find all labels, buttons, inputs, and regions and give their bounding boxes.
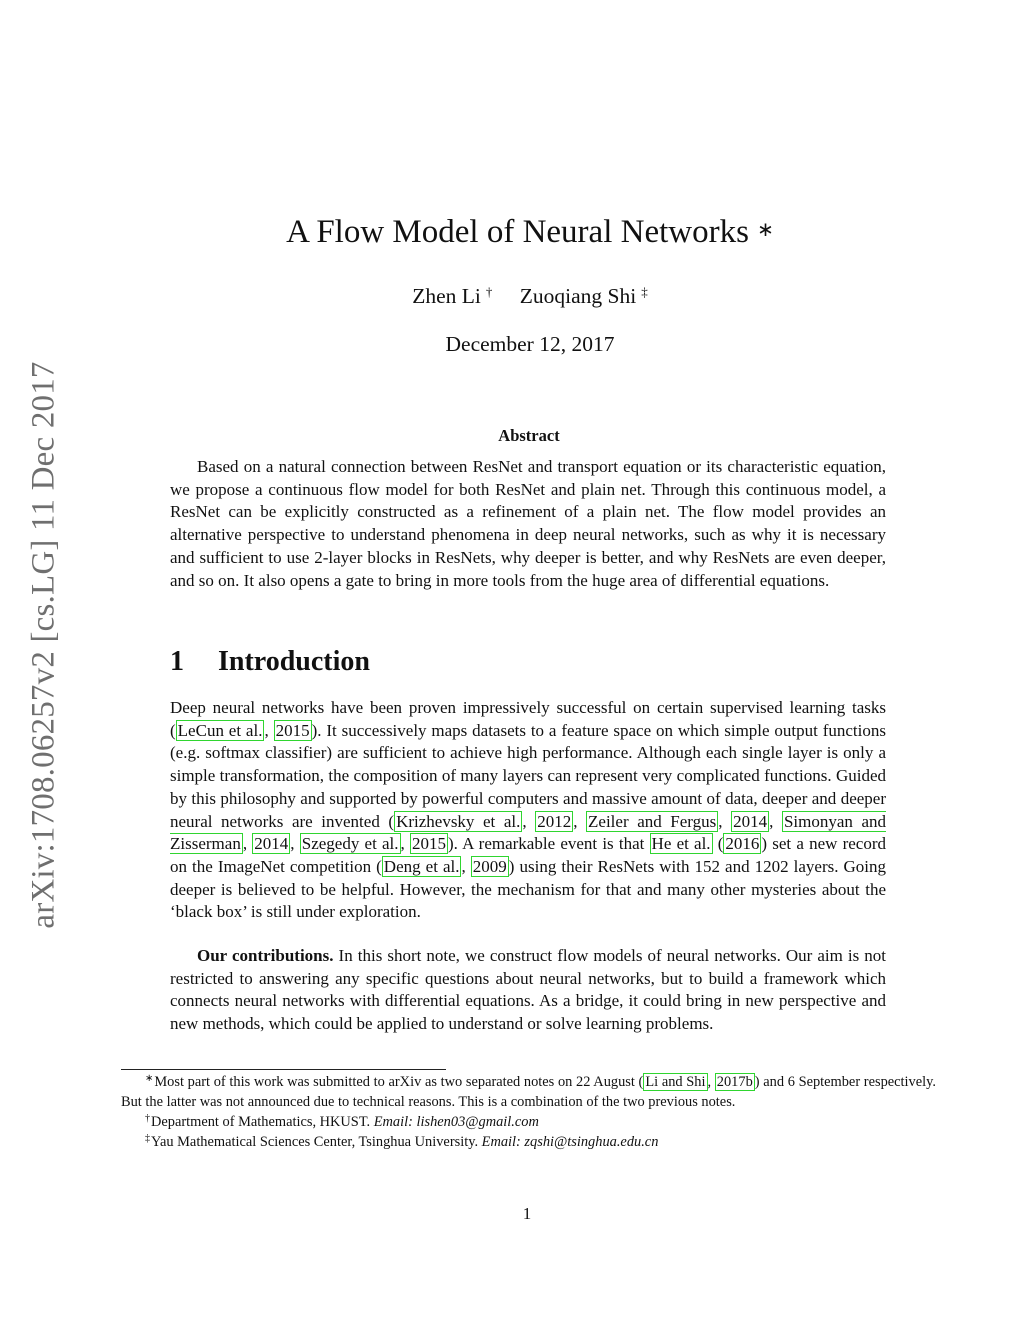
author-name: Zuoqiang Shi bbox=[519, 284, 637, 308]
footnote-2 bbox=[121, 1113, 936, 1133]
paragraph-runin-heading: Our contributions. bbox=[197, 946, 334, 965]
text-run: , bbox=[290, 834, 300, 854]
text-run: , bbox=[461, 856, 471, 876]
text-run: Department of Mathematics, HKUST. bbox=[151, 1113, 374, 1130]
citation-link[interactable]: LeCun et al. bbox=[177, 720, 263, 740]
abstract-heading: Abstract bbox=[498, 426, 560, 445]
citation-year-link[interactable]: 2014 bbox=[254, 834, 289, 854]
author-footnote-mark[interactable]: ‡ bbox=[641, 284, 648, 299]
text-run: ) set a new record on the ImageNet competition ( bbox=[170, 834, 887, 876]
citation-year-link[interactable]: 2015 bbox=[275, 720, 310, 740]
paper-date: December 12, 2017 bbox=[445, 332, 615, 356]
text-run: ) using their ResNets with 152 and 1202 layers. Going deeper is believed to be helpful. However, the mechanism for that and many other mysteries about the ‘black box’ is still under exploration. bbox=[170, 856, 887, 922]
citation-year-link[interactable]: 2012 bbox=[537, 811, 572, 831]
citation-year-link[interactable]: 2016 bbox=[725, 834, 760, 854]
citation-link[interactable]: Li and Shi bbox=[645, 1074, 706, 1090]
author-list bbox=[0, 284, 1024, 309]
footnote-mark: ∗ bbox=[145, 1073, 154, 1084]
text-run: ). It successively maps datasets to a feature space on which simple output functions (e.g. softmax classifier) are sufficient to achieve high performance. Although each single layer is only a simple transformation, the composition of many layers can represent very complicated functions. Guided by this philosophy and supported by powerful computers and massive amount of data, deeper and deeper neural networks are invented ( bbox=[170, 720, 886, 831]
author-zuoqiang-shi bbox=[520, 284, 648, 309]
section-number: 1 bbox=[170, 646, 184, 677]
section-title: Introduction bbox=[218, 646, 370, 677]
text-run: , bbox=[718, 811, 732, 831]
footnotes bbox=[121, 1073, 936, 1154]
citation-link[interactable]: Zeiler and Fergus bbox=[588, 811, 717, 831]
email-link[interactable]: Email: zqshi@tsinghua.edu.cn bbox=[481, 1134, 659, 1151]
email-link[interactable]: Email: lishen03@gmail.com bbox=[373, 1113, 539, 1130]
footnote-mark: † bbox=[145, 1112, 150, 1124]
citation-link[interactable]: Simonyan and Zisserman bbox=[170, 811, 887, 854]
footnote-1 bbox=[121, 1073, 936, 1113]
abstract-body: Based on a natural connection between ResNet and transport equation or its characteristic equation, we propose a continuous flow model for both ResNet and plain net. Through this continuous model, a ResNet can be explicitly constructed as a refinement of a plain net. The flow model provides an alternative perspective to understand phenomena in deep neural networks, such as why it is necessary and sufficient to use 2-layer blocks in ResNets, why deeper is better, and why ResNets are even deeper, and so on. It also opens a gate to bring in more tools from the huge area of differential equations. bbox=[170, 457, 886, 590]
text-run: ) and 6 September respectively. But the latter was not announced due to technical reasons. This is a combination of the two previous notes. bbox=[121, 1074, 936, 1111]
footnote-mark: ‡ bbox=[145, 1133, 150, 1145]
citation-link[interactable]: Krizhevsky et al. bbox=[396, 811, 521, 831]
text-run: Most part of this work was submitted to arXiv as two separated notes on 22 August ( bbox=[154, 1074, 644, 1090]
author-name: Zhen Li bbox=[412, 284, 481, 308]
text-run: Deep neural networks have been proven impressively successful on certain supervised learning tasks ( bbox=[170, 698, 886, 740]
paper-title-text: A Flow Model of Neural Networks bbox=[286, 214, 749, 250]
arxiv-side-stamp: arXiv:1708.06257v2 [cs.LG] 11 Dec 2017 bbox=[25, 361, 62, 929]
section-heading-introduction bbox=[170, 646, 370, 678]
text-run: , bbox=[522, 811, 536, 831]
footnote-3 bbox=[121, 1133, 936, 1153]
text-run: Yau Mathematical Sciences Center, Tsinghua University. bbox=[151, 1134, 482, 1151]
text-run: , bbox=[400, 834, 410, 854]
intro-paragraph-1 bbox=[170, 697, 886, 924]
author-footnote-mark[interactable]: † bbox=[485, 284, 493, 299]
paper-title bbox=[0, 214, 1024, 251]
text-run: , bbox=[264, 720, 274, 740]
text-run: , bbox=[707, 1074, 715, 1090]
citation-year-link[interactable]: 2015 bbox=[411, 834, 446, 854]
text-run: , bbox=[769, 811, 782, 831]
citation-year-link[interactable]: 2009 bbox=[472, 856, 507, 876]
citation-link[interactable]: He et al. bbox=[651, 834, 711, 854]
text-run: , bbox=[573, 811, 587, 831]
text-run: In this short note, we construct flow models of neural networks. Our aim is not restricted to answering any specific questions about neural networks, but to build a framework which connects neural networks with differential equations. As a bridge, it could bring in new perspective and new methods, which could be applied to understand or solve learning problems. bbox=[170, 946, 886, 1034]
intro-paragraph-2 bbox=[170, 945, 886, 1036]
citation-year-link[interactable]: 2014 bbox=[733, 811, 768, 831]
text-run: , bbox=[242, 834, 253, 854]
citation-year-link[interactable]: 2017b bbox=[716, 1074, 753, 1090]
footnote-rule bbox=[121, 1069, 446, 1070]
page-number: 1 bbox=[522, 1204, 532, 1223]
citation-link[interactable]: Szegedy et al. bbox=[301, 834, 399, 854]
citation-link[interactable]: Deng et al. bbox=[383, 856, 460, 876]
author-zhen-li bbox=[412, 284, 492, 309]
text-run: ). A remarkable event is that bbox=[447, 834, 650, 854]
text-run: ( bbox=[712, 834, 724, 854]
title-footnote-mark[interactable]: ∗ bbox=[757, 219, 774, 241]
